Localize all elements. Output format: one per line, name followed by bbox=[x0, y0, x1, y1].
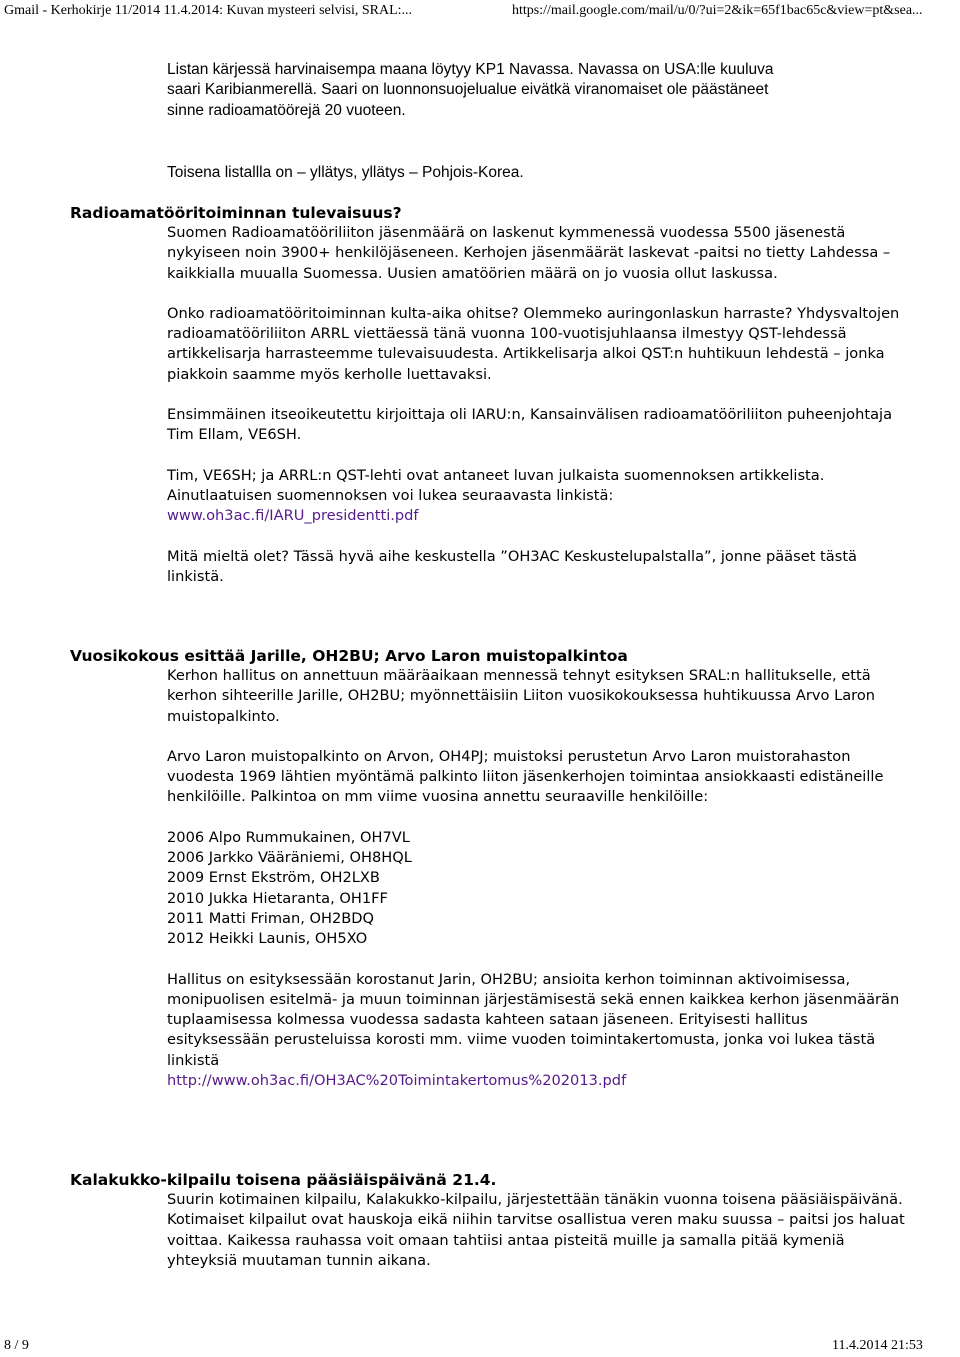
section-body bbox=[167, 223, 907, 587]
paragraph: Hallitus on esityksessään korostanut Jarin, OH2BU; ansioita kerhon toiminnan aktivoimisessa, monipuolisen esitelmä- ja muun toiminnan järjestämisestä sekä ennen kaikkea kerhon jäsenmäärän tuplaamisessa kolmessa vuodessa sadasta kahteen sataan jäseneen. Erityisesti hallitus esityksessään perusteluissa korosti mm. viime vuoden toimintakertomusta, jonka voi lukea tästä linkistä bbox=[167, 970, 900, 1069]
page-number: 8 / 9 bbox=[4, 1338, 29, 1353]
intro-line: saari Karibianmerellä. Saari on luonnonsuojelualue eivätkä viranomaiset ole päästäneet bbox=[167, 81, 769, 99]
list-item: 2012 Heikki Launis, OH5XO bbox=[167, 930, 368, 948]
intro-text: Toisena listallla on – yllätys, yllätys – Pohjois-Korea. bbox=[167, 164, 524, 181]
list-item: 2010 Jukka Hietaranta, OH1FF bbox=[167, 889, 388, 907]
section-body bbox=[167, 666, 907, 1091]
section-heading: Radioamatööritoiminnan tulevaisuus? bbox=[70, 204, 402, 222]
print-datetime: 11.4.2014 21:53 bbox=[832, 1338, 923, 1353]
paragraph: Kerhon hallitus on annettuun määräaikaan mennessä tehnyt esityksen SRAL:n hallitukselle, että kerhon sihteerille Jarille, OH2BU; myönnettäisiin Liiton vuosikokouksessa huhtikuussa Arvo Laron muistopalkinto. bbox=[167, 667, 876, 725]
paragraph: Arvo Laron muistopalkinto on Arvon, OH4PJ; muistoksi perustetun Arvo Laron muistorahaston vuodesta 1969 lähtien myöntämä palkinto liiton jäsenkerhojen toimintaa ansiokkaasti edistäneille henkilöille. Palkintoa on mm viime vuosina annettu seuraaville henkilöille: bbox=[167, 747, 884, 806]
intro-paragraph-2 bbox=[167, 163, 907, 183]
intro-paragraph bbox=[167, 60, 907, 121]
list-item: 2011 Matti Friman, OH2BDQ bbox=[167, 909, 375, 927]
toimintakertomus-link[interactable]: http://www.oh3ac.fi/OH3AC%20Toimintakertomus%202013.pdf bbox=[167, 1072, 627, 1090]
list-item: 2009 Ernst Ekström, OH2LXB bbox=[167, 869, 380, 887]
recipients-list bbox=[167, 828, 907, 950]
intro-line: Listan kärjessä harvinaisempa maana löytyy KP1 Navassa. Navassa on USA:lle kuuluva bbox=[167, 61, 774, 78]
section-heading: Kalakukko-kilpailu toisena pääsiäispäivänä 21.4. bbox=[70, 1171, 497, 1189]
section-heading: Vuosikokous esittää Jarille, OH2BU; Arvo Laron muistopalkintoa bbox=[70, 647, 628, 665]
print-header bbox=[0, 0, 960, 20]
section-body bbox=[167, 1190, 907, 1271]
paragraph: Suomen Radioamatööriliiton jäsenmäärä on laskenut kymmenessä vuodessa 5500 jäsenestä nykyiseen noin 3900+ henkilöjäseneen. Kerhojen jäsenmäärät laskevat -paitsi no tietty Lahdessa – kaikkialla muualla Suomessa. Uusien amatöörien määrä on jo vuosia ollut laskussa. bbox=[167, 224, 891, 282]
intro-line: sinne radioamatöörejä 20 vuoteen. bbox=[167, 101, 406, 119]
paragraph: Mitä mieltä olet? Tässä hyvä aihe keskustella ”OH3AC Keskustelupalstalla”, jonne pääset tästä linkistä. bbox=[167, 547, 857, 585]
presidentti-link[interactable]: www.oh3ac.fi/IARU_presidentti.pdf bbox=[167, 507, 419, 525]
list-item: 2006 Alpo Rummukainen, OH7VL bbox=[167, 828, 410, 846]
header-title: Gmail - Kerhokirje 11/2014 11.4.2014: Kuvan mysteeri selvisi, SRAL:... bbox=[4, 3, 413, 18]
list-item: 2006 Jarkko Vääräniemi, OH8HQL bbox=[167, 849, 412, 867]
header-url: https://mail.google.com/mail/u/0/?ui=2&ik=65f1bac65c&view=pt&sea... bbox=[512, 3, 923, 18]
paragraph: Suurin kotimainen kilpailu, Kalakukko-kilpailu, järjestettään tänäkin vuonna toisena pääsiäispäivänä. Kotimaiset kilpailut ovat hauskoja eikä niihin tarvitse osallistua veren maku suussa – paitsi jos haluat voittaa. Kaikessa rauhassa voit omaan tahtiisi antaa pisteitä muille ja samalla pitää kymeniä yhteyksiä muutaman tunnin aikana. bbox=[167, 1191, 905, 1269]
paragraph: Onko radioamatööritoiminnan kulta-aika ohitse? Olemmeko auringonlaskun harraste? Yhdysvaltojen radioamatööriliiton ARRL viettäessä tänä vuonna 100-vuotisjuhlaansa ilmestyy QST-lehdessä artikkelisarja harrasteemme tulevaisuudesta. Artikkelisarja alkoi QST:n huhtikuun lehdestä – jonka piakkoin saamme myös kerholle luettavaksi. bbox=[167, 304, 900, 383]
paragraph: Ensimmäinen itseoikeutettu kirjoittaja oli IARU:n, Kansainvälisen radioamatööriliiton puheenjohtaja Tim Ellam, VE6SH. bbox=[167, 406, 893, 444]
paragraph: Tim, VE6SH; ja ARRL:n QST-lehti ovat antaneet luvan julkaista suomennoksen artikkelista. Ainutlaatuisen suomennoksen voi lukea seuraavasta linkistä: bbox=[167, 466, 825, 504]
